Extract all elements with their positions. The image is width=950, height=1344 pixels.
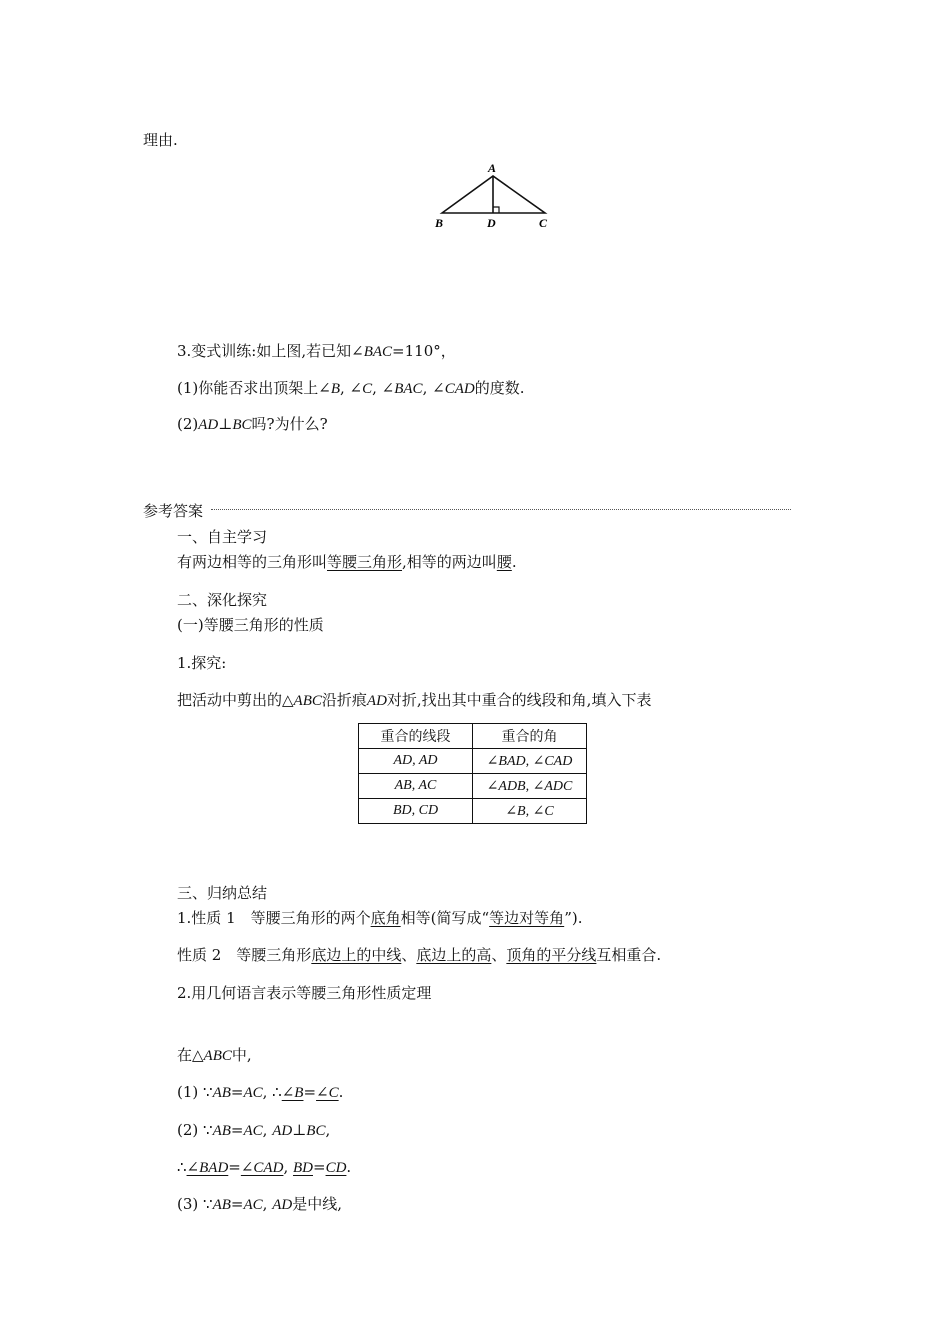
property2: 性质 2 等腰三角形底边上的中线、底边上的高、顶角的平分线互相重合.	[177, 946, 662, 964]
q3-heading: 3.变式训练:如上图,若已知∠BAC=110°，	[177, 342, 456, 360]
section2-heading: 二、深化探究	[177, 591, 268, 609]
reason-text: 理由.	[143, 131, 178, 149]
triangle-figure	[432, 160, 562, 235]
section3-heading: 三、归纳总结	[177, 884, 268, 902]
fold-instruction: 把活动中剪出的△ABC沿折痕AD对折,找出其中重合的线段和角,填入下表	[177, 691, 652, 709]
table-header-row	[359, 724, 587, 749]
explore-label: 1.探究:	[177, 654, 227, 672]
vertex-label-b: B	[435, 216, 444, 230]
table-cell: BD, CD	[359, 799, 473, 824]
case2-conclusion: ∴∠BAD=∠CAD, BD=CD.	[177, 1158, 352, 1176]
section1-heading: 一、自主学习	[177, 528, 268, 546]
section1-text: 有两边相等的三角形叫等腰三角形,相等的两边叫腰.	[177, 553, 517, 571]
table-cell: ∠B, ∠C	[473, 799, 587, 824]
table-cell: AB, AC	[359, 774, 473, 799]
table-row	[359, 774, 587, 799]
answers-title: 参考答案	[143, 502, 204, 520]
q3-part1: (1)你能否求出顶架上∠B, ∠C, ∠BAC, ∠CAD的度数.	[177, 379, 525, 397]
geometry-language-heading: 2.用几何语言表示等腰三角形性质定理	[177, 984, 432, 1002]
section2-subheading: (一)等腰三角形的性质	[177, 616, 324, 634]
table-cell: ∠ADB, ∠ADC	[473, 774, 587, 799]
vertex-label-d: D	[487, 216, 496, 230]
property1: 1.性质 1 等腰三角形的两个底角相等(简写成“等边对等角”).	[177, 909, 583, 927]
vertex-label-a: A	[488, 161, 497, 175]
overlap-table	[358, 723, 587, 824]
table-cell: ∠BAD, ∠CAD	[473, 749, 587, 774]
table-header-angles: 重合的角	[473, 724, 587, 749]
table-cell: AD, AD	[359, 749, 473, 774]
case3: (3) ∵AB=AC, AD是中线,	[177, 1195, 342, 1213]
table-row	[359, 749, 587, 774]
case1: (1) ∵AB=AC, ∴∠B=∠C.	[177, 1083, 344, 1101]
vertex-label-c: C	[539, 216, 548, 230]
q3-part2: (2)AD⊥BC吗?为什么?	[177, 415, 328, 433]
table-row	[359, 799, 587, 824]
case2: (2) ∵AB=AC, AD⊥BC,	[177, 1121, 331, 1139]
dotted-divider	[211, 509, 791, 510]
in-triangle: 在△ABC中,	[177, 1046, 252, 1064]
table-header-segments: 重合的线段	[359, 724, 473, 749]
